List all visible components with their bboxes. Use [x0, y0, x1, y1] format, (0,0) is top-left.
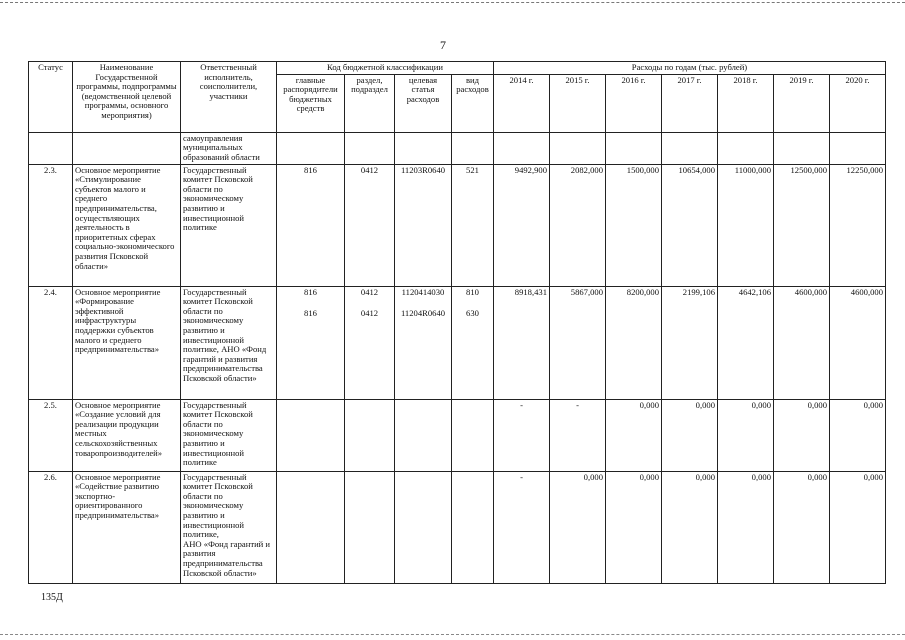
continuation-row	[29, 132, 886, 164]
table-row	[29, 471, 886, 583]
row-executor-part: АНО «Фонд гарантий и развития предпринимательства Псковской области»	[183, 538, 271, 578]
header-target-item: целевая статья расходов	[395, 74, 452, 132]
row-section: 0412	[345, 164, 395, 286]
budget-table	[28, 61, 886, 584]
row-value-2018: 0,000	[718, 399, 774, 471]
row-value-2020: 4600,000	[830, 286, 886, 399]
row-grbs-line: 816	[304, 286, 317, 297]
header-year-2020: 2020 г.	[830, 74, 886, 132]
row-value-2017: 2199,106	[662, 286, 718, 399]
row-value-2016: 0,000	[606, 471, 662, 583]
row-value-2016: 1500,000	[606, 164, 662, 286]
row-name: Основное мероприятие «Стимулирование субъектов малого и среднего предпринимательства, осуществляющих деятельность в приоритетных сферах социально-экономического развития Псковской области»	[73, 164, 181, 286]
row-name: Основное мероприятие «Формирование эффективной инфраструктуры поддержки субъектов малого и среднего предпринимательства»	[73, 286, 181, 399]
row-name: Основное мероприятие «Содействие развитию экспортно-ориентированного предпринимательства»	[73, 471, 181, 583]
row-type: 521	[452, 164, 494, 286]
row-type	[452, 286, 494, 399]
row-value-2020: 12250,000	[830, 164, 886, 286]
row-target-line: 1120414030	[401, 286, 445, 297]
row-status: 2.3.	[29, 164, 73, 286]
row-value-2018: 0,000	[718, 471, 774, 583]
row-value-2020: 0,000	[830, 399, 886, 471]
row-section-line: 0412	[360, 308, 379, 319]
row-type-line: 630	[466, 308, 479, 319]
row-target-line: 11204R0640	[400, 308, 446, 319]
row-value-2018: 11000,000	[718, 164, 774, 286]
row-target	[395, 286, 452, 399]
row-type-line: 810	[466, 286, 479, 297]
header-name: Наименование Государственной программы, подпрограммы (ведомственной целевой программы, основного мероприятия)	[73, 62, 181, 133]
row-executor	[181, 471, 277, 583]
row-executor: Государственный комитет Псковской области по экономическому развитию и инвестиционной политике	[181, 399, 277, 471]
row-value-2014: -	[494, 471, 550, 583]
row-value-2016: 8200,000	[606, 286, 662, 399]
header-status: Статус	[29, 62, 73, 133]
scan-edge-top	[0, 2, 905, 4]
row-status: 2.5.	[29, 399, 73, 471]
row-status: 2.6.	[29, 471, 73, 583]
row-executor: Государственный комитет Псковской области по экономическому развитию и инвестиционной политике, АНО «Фонд гарантий и развития предпринимательства Псковской области»	[181, 286, 277, 399]
row-value-2017: 10654,000	[662, 164, 718, 286]
header-code-group: Код бюджетной классификации	[277, 62, 494, 75]
row-grbs: 816	[277, 164, 345, 286]
row-grbs	[277, 286, 345, 399]
row-value-2015: -	[550, 399, 606, 471]
header-year-2016: 2016 г.	[606, 74, 662, 132]
row-value-2015: 2082,000	[550, 164, 606, 286]
row-value-2017: 0,000	[662, 399, 718, 471]
header-year-2015: 2015 г.	[550, 74, 606, 132]
row-value-2019: 0,000	[774, 399, 830, 471]
row-value-2015: 5867,000	[550, 286, 606, 399]
row-status: 2.4.	[29, 286, 73, 399]
row-name: Основное мероприятие «Создание условий для реализации продукции местных сельскохозяйственных товаропроизводителей»	[73, 399, 181, 471]
row-value-2016: 0,000	[606, 399, 662, 471]
table-row	[29, 164, 886, 286]
table-row	[29, 286, 886, 399]
continuation-executor: самоуправления муниципальных образований области	[181, 132, 277, 164]
row-value-2020: 0,000	[830, 471, 886, 583]
row-target: 11203R0640	[395, 164, 452, 286]
row-executor-part: Государственный комитет Псковской области по экономическому развитию и инвестиционной политике,	[183, 471, 253, 540]
row-value-2019: 12500,000	[774, 164, 830, 286]
page-number: 7	[440, 38, 446, 52]
table-row	[29, 399, 886, 471]
row-value-2019: 0,000	[774, 471, 830, 583]
row-value-2018: 4642,106	[718, 286, 774, 399]
row-value-2019: 4600,000	[774, 286, 830, 399]
row-value-2014: -	[494, 399, 550, 471]
row-executor: Государственный комитет Псковской области по экономическому развитию и инвестиционной политике	[181, 164, 277, 286]
row-value-2015: 0,000	[550, 471, 606, 583]
row-value-2017: 0,000	[662, 471, 718, 583]
row-value-2014: 9492,900	[494, 164, 550, 286]
header-section: раздел, подраздел	[345, 74, 395, 132]
row-grbs-line: 816	[304, 308, 317, 319]
header-executor: Ответственный исполнитель, соисполнители, участники	[181, 62, 277, 133]
scan-edge-bottom	[0, 634, 905, 636]
header-row-1	[29, 62, 886, 75]
header-main-managers: главные распорядители бюджетных средств	[277, 74, 345, 132]
row-value-2014: 8918,431	[494, 286, 550, 399]
row-section-line: 0412	[360, 286, 379, 297]
footer-code: 135Д	[41, 592, 63, 603]
header-expenses-group: Расходы по годам (тыс. рублей)	[494, 62, 886, 75]
header-year-2019: 2019 г.	[774, 74, 830, 132]
header-year-2018: 2018 г.	[718, 74, 774, 132]
header-expense-type: вид расходов	[452, 74, 494, 132]
row-section	[345, 286, 395, 399]
header-year-2014: 2014 г.	[494, 74, 550, 132]
header-year-2017: 2017 г.	[662, 74, 718, 132]
